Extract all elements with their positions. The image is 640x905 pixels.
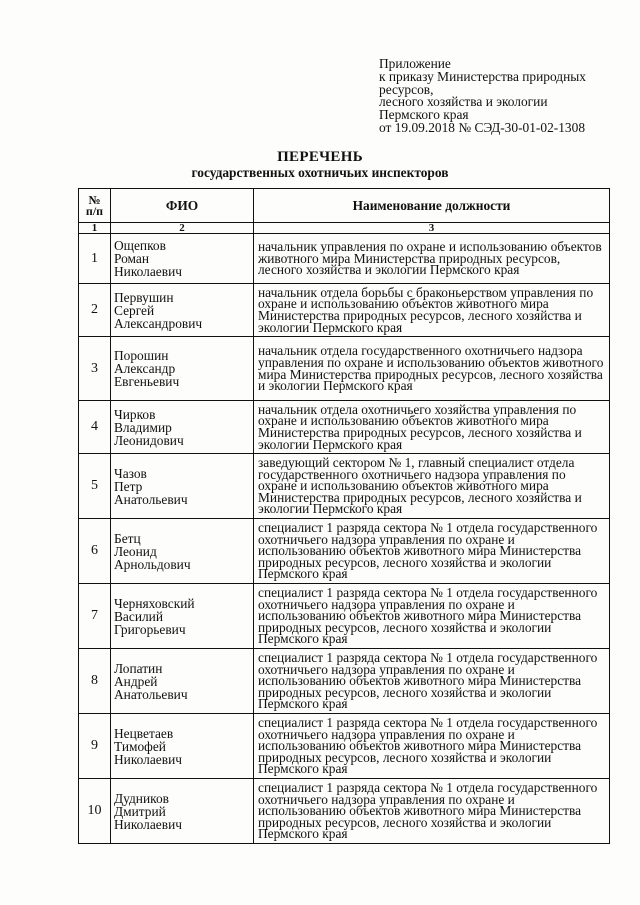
appendix-line: Приложение [379, 56, 451, 71]
fio-first: Василий [114, 608, 163, 624]
fio-last: Чазов [114, 465, 147, 481]
appendix-line: ресурсов, [379, 81, 434, 97]
document-subtitle: государственных охотничьих инспекторов [191, 165, 449, 180]
inspectors-table [78, 188, 610, 844]
document-title: ПЕРЕЧЕНЬ [277, 149, 363, 165]
table-row [79, 454, 610, 519]
row-position: специалист 1 разряда сектора № 1 отдела государственного охотничьего надзора управления по охране и использованию объектов животного мира Министерства природных ресурсов, лесного хозяйства и экологии Пермского края [254, 649, 610, 714]
row-number: 1 [79, 234, 111, 284]
row-number: 6 [79, 519, 111, 584]
header-number-line2: п/п [85, 203, 104, 218]
fio-last: Чирков [114, 406, 156, 422]
table-row [79, 779, 610, 844]
table-row [79, 649, 610, 714]
column-index-row [79, 223, 610, 234]
row-fio [111, 714, 254, 779]
row-fio [111, 401, 254, 454]
table-row [79, 584, 610, 649]
header-number-line1: № [88, 192, 101, 207]
row-position: специалист 1 разряда сектора № 1 отдела государственного охотничьего надзора управления по охране и использованию объектов животного мира Министерства природных ресурсов, лесного хозяйства и экологии Пермского края [254, 584, 610, 649]
appendix-block [379, 58, 629, 135]
fio-first: Александр [114, 361, 176, 376]
row-position: специалист 1 разряда сектора № 1 отдела государственного охотничьего надзора управления по охране и использованию объектов животного мира Министерства природных ресурсов, лесного хозяйства и экологии Пермского края [254, 779, 610, 844]
row-number: 4 [79, 401, 111, 454]
row-fio [111, 454, 254, 519]
table-row [79, 234, 610, 284]
table-row [79, 284, 610, 337]
row-number: 5 [79, 454, 111, 519]
table-row [79, 714, 610, 779]
fio-first: Сергей [114, 302, 155, 318]
row-fio [111, 337, 254, 401]
fio-last: Порошин [114, 348, 169, 363]
fio-last: Дудников [114, 790, 169, 806]
row-number: 8 [79, 649, 111, 714]
appendix-line: от 19.09.2018 № СЭД-30-01-02-1308 [379, 119, 586, 135]
row-number: 10 [79, 779, 111, 844]
row-position: специалист 1 разряда сектора № 1 отдела государственного охотничьего надзора управления по охране и использованию объектов животного мира Министерства природных ресурсов, лесного хозяйства и экологии Пермского края [254, 519, 610, 584]
appendix-line: к приказу Министерства природных [379, 68, 586, 84]
row-fio [111, 284, 254, 337]
fio-last: Первушин [114, 289, 174, 305]
table-row [79, 401, 610, 454]
table-row [79, 337, 610, 401]
fio-last: Лопатин [114, 660, 163, 676]
row-number: 3 [79, 337, 111, 401]
fio-patronymic: Евгеньевич [114, 374, 180, 389]
header-position: Наименование должности [254, 189, 610, 223]
fio-first: Петр [114, 478, 143, 494]
fio-last: Черняховский [114, 595, 195, 611]
fio-patronymic: Александрович [114, 315, 203, 331]
column-index: 3 [254, 223, 610, 234]
row-fio [111, 649, 254, 714]
table-row [79, 519, 610, 584]
row-fio [111, 234, 254, 284]
row-number: 7 [79, 584, 111, 649]
row-position: начальник отдела охотничьего хозяйства управления по охране и использованию объектов животного мира Министерства природных ресурсов, лесного хозяйства и экологии Пермского края [254, 401, 610, 454]
fio-last: Нецветаев [114, 725, 174, 741]
column-index: 2 [111, 223, 254, 234]
fio-patronymic: Григорьевич [114, 621, 186, 637]
header-number [79, 189, 111, 223]
row-number: 2 [79, 284, 111, 337]
column-index: 1 [79, 223, 111, 234]
fio-first: Андрей [114, 673, 158, 689]
fio-last: Бетц [114, 530, 141, 546]
fio-patronymic: Николаевич [114, 751, 182, 767]
row-position: заведующий сектором № 1, главный специалист отдела государственного охотничьего надзора управления по охране и использованию объектов животного мира Министерства природных ресурсов, лесного хозяйства и экологии Пермского края [254, 454, 610, 519]
fio-first: Тимофей [114, 738, 166, 754]
appendix-line: Пермского края [379, 107, 469, 123]
fio-first: Роман [114, 251, 150, 266]
fio-patronymic: Леонидович [114, 432, 184, 448]
header-fio: ФИО [111, 189, 254, 223]
row-position: специалист 1 разряда сектора № 1 отдела государственного охотничьего надзора управления по охране и использованию объектов животного мира Министерства природных ресурсов, лесного хозяйства и экологии Пермского края [254, 714, 610, 779]
row-fio [111, 779, 254, 844]
row-number: 9 [79, 714, 111, 779]
table-body [79, 223, 610, 844]
fio-first: Леонид [114, 543, 157, 559]
table-header-row [79, 189, 610, 223]
fio-patronymic: Николаевич [114, 264, 182, 279]
fio-patronymic: Арнольдович [114, 556, 191, 572]
fio-first: Дмитрий [114, 803, 166, 819]
fio-patronymic: Анатольевич [114, 686, 188, 702]
row-position: начальник управления по охране и использованию объектов животного мира Министерства природных ресурсов, лесного хозяйства и экологии Пермского края [254, 234, 610, 284]
fio-first: Владимир [114, 419, 172, 435]
fio-patronymic: Анатольевич [114, 491, 188, 507]
fio-last: Ощепков [114, 238, 166, 253]
row-fio [111, 519, 254, 584]
row-position: начальник отдела государственного охотничьего надзора управления по охране и использованию объектов животного мира Министерства природных ресурсов, лесного хозяйства и экологии Пермского края [254, 337, 610, 401]
row-fio [111, 584, 254, 649]
fio-patronymic: Николаевич [114, 816, 182, 832]
row-position: начальник отдела борьбы с браконьерством управления по охране и использованию объектов животного мира Министерства природных ресурсов, лесного хозяйства и экологии Пермского края [254, 284, 610, 337]
appendix-line: лесного хозяйства и экологии [379, 94, 548, 110]
